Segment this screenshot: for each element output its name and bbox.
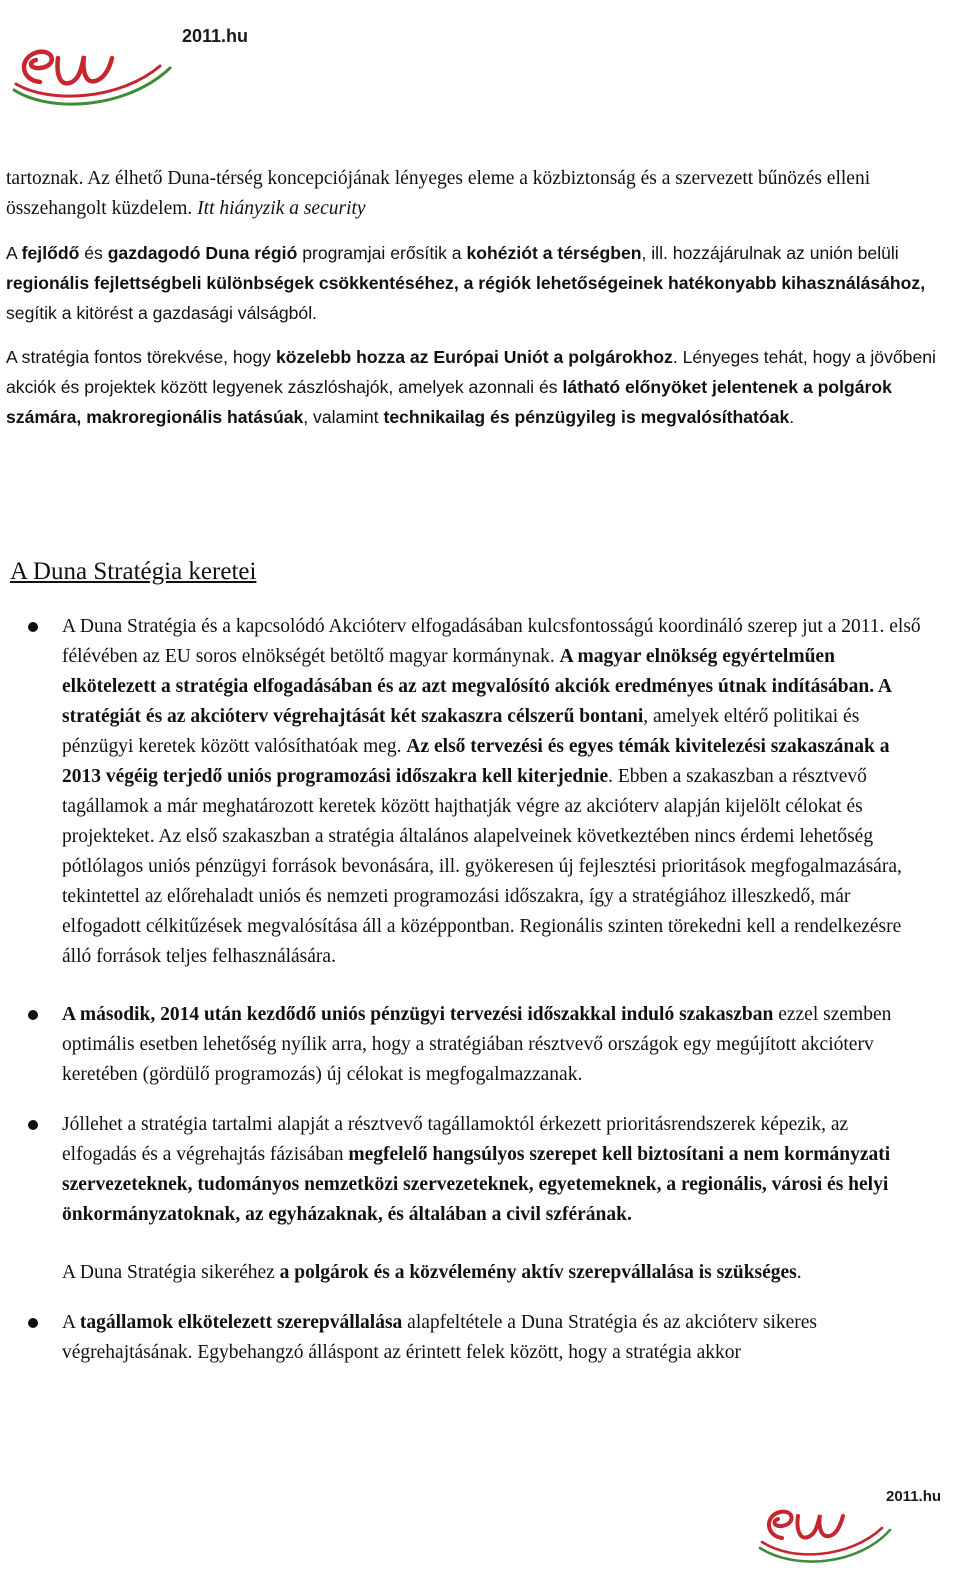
list-item: A Duna Stratégia és a kapcsolódó Akcióterv elfogadásában kulcsfontosságú koordináló szerep jut a 2011. első félévében az EU soros elnökségét betöltő magyar kormánynak. A magyar elnökség egyértelműen elkötelezett a stratégia elfogadásában és az azt megvalósító akciók eredményes útnak indításában. A stratégiát és az akcióterv végrehajtását két szakaszra célszerű bontani, amelyek eltérő politikai és pénzügyi keretek között valósíthatóak meg. Az első tervezési és egyes témák kivitelezési szakaszának a 2013 végéig terjedő uniós programozási időszakra kell kiterjednie. Ebben a szakaszban a résztvevő tagállamok a már meghatározott keretek között hajthatják végre az akcióterv alapján kijelölt célokat és projekteket. Az első szakaszban a stratégia általános alapelveinek következtében nincs érdemi lehetőség pótlólagos uniós pénzügyi források bevonására, ill. gyökeresen új fejlesztési prioritások megfogalmazására, tekintettel az előrehaladt uniós és nemzeti programozási időszakra, így a stratégiához illeszkedő, már elfogadott célkitűzések megvalósítása áll a középpontban. Regionális szinten törekedni kell a rendelkezésre álló források teljes felhasználására. <box>6 612 926 972</box>
paragraph: A fejlődő és gazdagodó Duna régió programjai erősítik a kohéziót a térségben, ill. hozzájárulnak az unión belüli regionális fejlettségbeli különbségek csökkentéséhez, a régiók lehetőségeinek hatékonyabb kihasználásához, segítik a kitörést a gazdasági válságból. <box>6 243 926 323</box>
paragraph: A Duna Stratégia sikeréhez a polgárok és a közvélemény aktív szerepvállalása is szükséges. <box>62 1262 802 1283</box>
list-item: A második, 2014 után kezdődő uniós pénzügyi tervezési időszakkal induló szakaszban ezzel szemben optimális esetben lehetőség nyílik arra, hogy a stratégiában résztvevő országok egy megújított akcióterv keretében (gördülő programozás) új célokat is megfogalmazzanak. <box>6 1000 926 1090</box>
section-heading: A Duna Stratégia keretei <box>10 558 257 585</box>
bullet-icon <box>28 1120 38 1130</box>
list-item: A tagállamok elkötelezett szerepvállalása alapfeltétele a Duna Stratégia és az akcióterv sikeres végrehajtásának. Egybehangzó álláspont az érintett felek között, hogy a stratégia akkor <box>6 1308 926 1368</box>
bullet-list <box>6 612 926 1368</box>
list-item: Jóllehet a stratégia tartalmi alapját a résztvevő tagállamoktól érkezett prioritásrendszerek képezik, az elfogadás és a végrehajtás fázisában megfelelő hangsúlyos szerepet kell biztosítani a nem kormányzati szervezeteknek, tudományos nemzetközi szervezeteknek, egyetemeknek, a regionális, városi és helyi önkormányzatoknak, az egyházaknak, és általában a civil szférának. <box>6 1110 926 1230</box>
paragraph: A stratégia fontos törekvése, hogy közelebb hozza az Európai Uniót a polgárokhoz. Lényeges tehát, hogy a jövőbeni akciók és projektek között legyenek zászlóshajók, amelyek azonnali és látható előnyöket jelentenek a polgárok számára, makroregionális hatásúak, valamint technikailag és pénzügyileg is megvalósíthatóak. <box>6 347 936 427</box>
site-label: 2011.hu <box>886 1488 942 1505</box>
bullet-icon <box>28 1010 38 1020</box>
intro-text <box>6 164 944 432</box>
site-label: 2011.hu <box>182 26 249 46</box>
footer-logo <box>758 1478 948 1570</box>
header-logo <box>10 22 250 108</box>
paragraph: tartoznak. Az élhető Duna-térség koncepciójának lényeges eleme a közbiztonság és a szervezett bűnözés elleni összehangolt küzdelem. Itt hiányzik a security <box>6 168 871 219</box>
bullet-icon <box>28 622 38 632</box>
bullet-icon <box>28 1318 38 1328</box>
